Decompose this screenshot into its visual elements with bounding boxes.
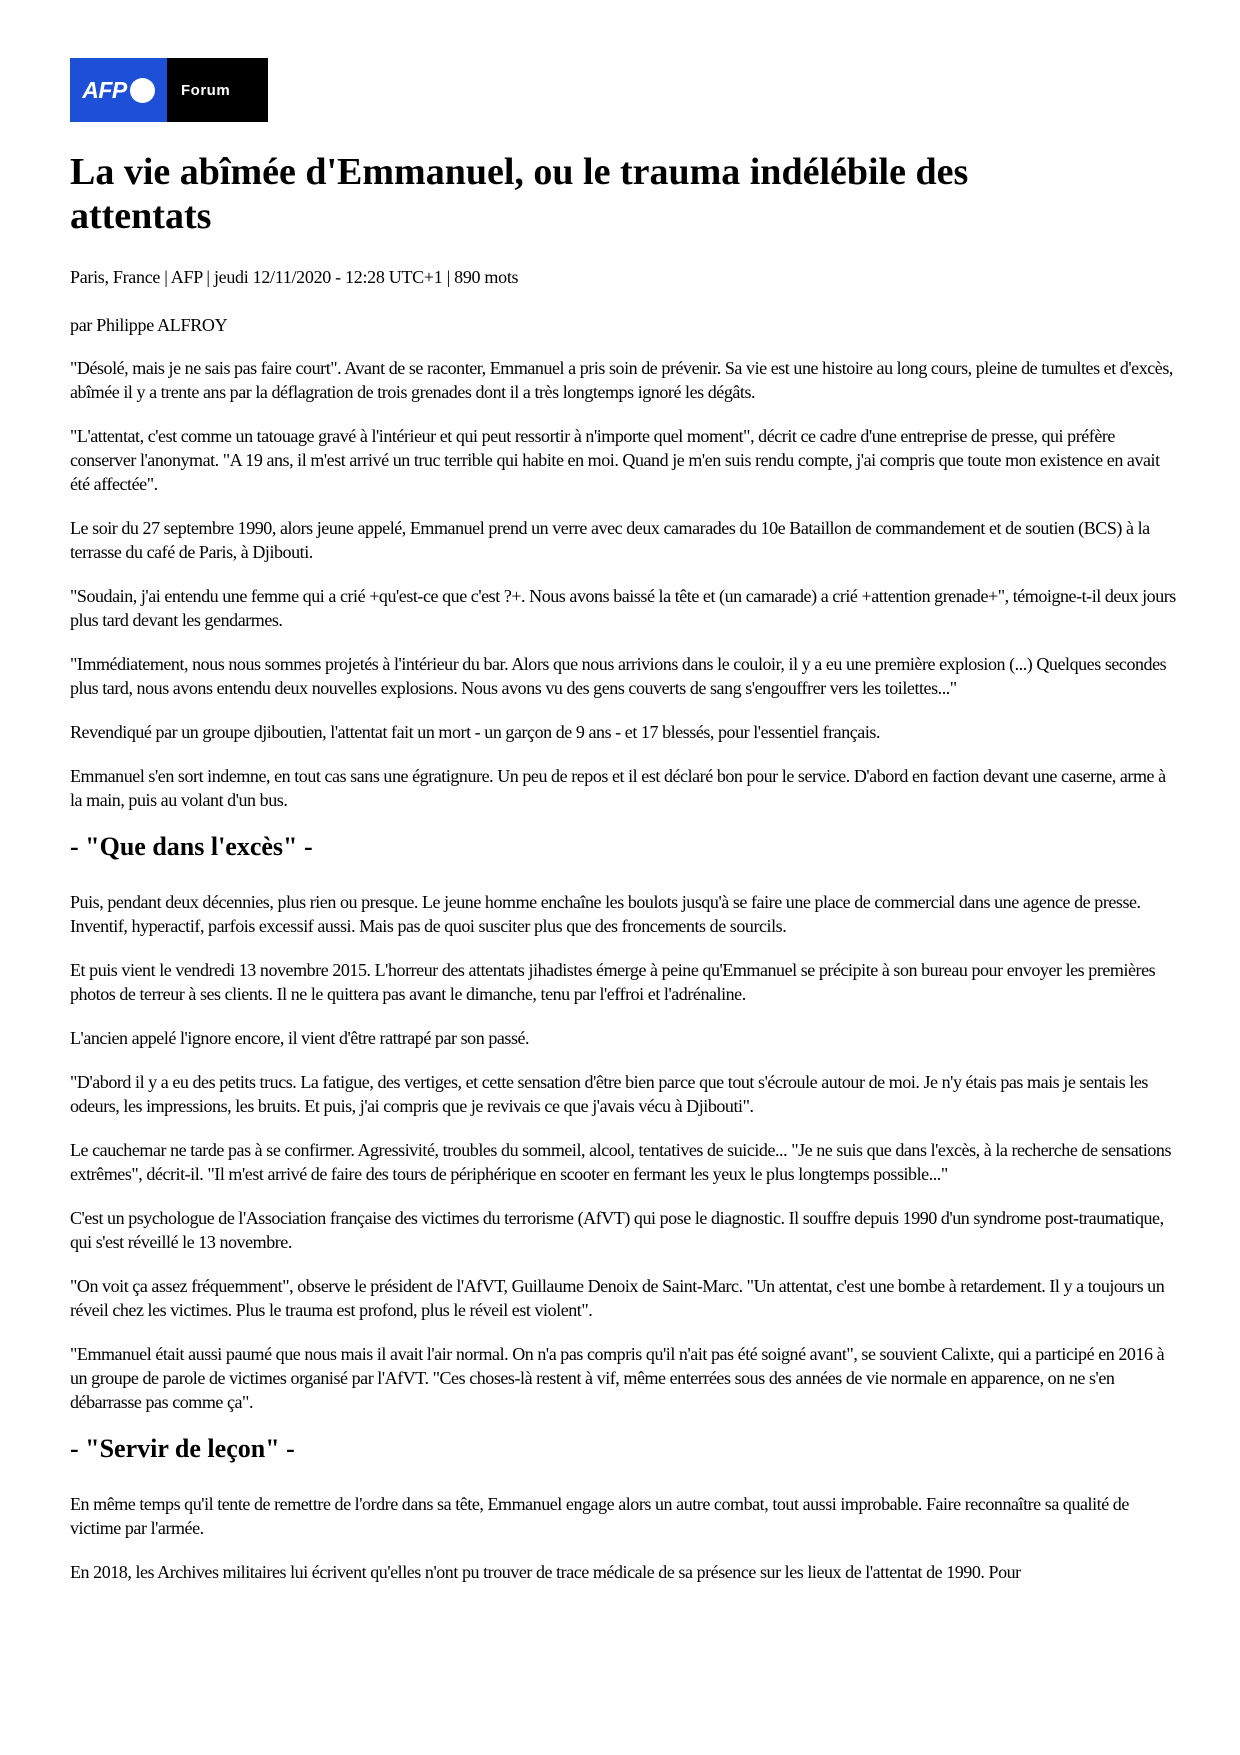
paragraph: Le cauchemar ne tarde pas à se confirmer. Agressivité, troubles du sommeil, alcool, tentatives de suicide... "Je ne suis que dans l'excès, à la recherche de sensations extrêmes", décrit-il. "Il m'est arrivé de faire des tours de périphérique en scooter en fermant les yeux le plus longtemps possible...": [70, 1140, 1172, 1184]
section-heading: - "Que dans l'excès" -: [70, 832, 313, 861]
paragraph: "Désolé, mais je ne sais pas faire court". Avant de se raconter, Emmanuel a pris soin de prévenir. Sa vie est une histoire au long cours, pleine de tumultes et d'excès, abîmée il y a trente ans par la déflagration de trois grenades dont il a très longtemps ignoré les dégâts.: [70, 358, 1173, 402]
paragraph: L'ancien appelé l'ignore encore, il vient d'être rattrapé par son passé.: [70, 1028, 530, 1048]
forum-logo: [167, 58, 268, 122]
paragraph: En même temps qu'il tente de remettre de l'ordre dans sa tête, Emmanuel engage alors un autre combat, tout aussi improbable. Faire reconnaître sa qualité de victime par l'armée.: [70, 1494, 1129, 1538]
afp-logo-text: AFP: [82, 76, 127, 103]
article-meta: Paris, France | AFP | jeudi 12/11/2020 - 12:28 UTC+1 | 890 mots: [70, 267, 519, 287]
paragraph: C'est un psychologue de l'Association française des victimes du terrorisme (AfVT) qui pose le diagnostic. Il souffre depuis 1990 d'un syndrome post-traumatique, qui s'est réveillé le 13 novembre.: [70, 1208, 1164, 1252]
paragraph: "On voit ça assez fréquemment", observe le président de l'AfVT, Guillaume Denoix de Saint-Marc. "Un attentat, c'est une bombe à retardement. Il y a toujours un réveil chez les victimes. Plus le trauma est profond, plus le réveil est violent".: [70, 1276, 1165, 1320]
paragraph: "Immédiatement, nous nous sommes projetés à l'intérieur du bar. Alors que nous arrivions dans le couloir, il y a eu une première explosion (...) Quelques secondes plus tard, nous avons entendu deux nouvelles explosions. Nous avons vu des gens couverts de sang s'engouffrer vers les toilettes...": [70, 654, 1167, 698]
paragraph: "Emmanuel était aussi paumé que nous mais il avait l'air normal. On n'a pas compris qu'il n'ait pas été soigné avant", se souvient Calixte, qui a participé en 2016 à un groupe de parole de victimes organisé par l'AfVT. "Ces choses-là restent à vif, même enterrées sous des années de vie normale en apparence, on ne s'en débarrasse pas comme ça".: [70, 1344, 1165, 1412]
paragraph: "Soudain, j'ai entendu une femme qui a crié +qu'est-ce que c'est ?+. Nous avons baissé la tête et (un camarade) a crié +attention grenade+", témoigne-t-il deux jours plus tard devant les gendarmes.: [70, 586, 1176, 630]
paragraph: Le soir du 27 septembre 1990, alors jeune appelé, Emmanuel prend un verre avec deux camarades du 10e Bataillon de commandement et de soutien (BCS) à la terrasse du café de Paris, à Djibouti.: [70, 518, 1150, 562]
article-byline: par Philippe ALFROY: [70, 315, 228, 335]
document-page: [70, 58, 1180, 1582]
article-title: La vie abîmée d'Emmanuel, ou le trauma indélébile des attentats: [70, 151, 969, 237]
paragraph: "D'abord il y a eu des petits trucs. La fatigue, des vertiges, et cette sensation d'être bien parce que tout s'écroule autour de moi. Je n'y étais pas mais je sentais les odeurs, les impressions, les bruits. Et puis, j'ai compris que je revivais ce que j'avais vécu à Djibouti".: [70, 1072, 1148, 1116]
article-body: [70, 356, 1180, 1604]
paragraph: "L'attentat, c'est comme un tatouage gravé à l'intérieur et qui peut ressortir à n'importe quel moment", décrit ce cadre d'une entreprise de presse, qui préfère conserver l'anonymat. "A 19 ans, il m'est arrivé un truc terrible qui habite en moi. Quand je m'en suis rendu compte, j'ai compris que toute mon existence en avait été affectée".: [70, 426, 1160, 494]
paragraph: Puis, pendant deux décennies, plus rien ou presque. Le jeune homme enchaîne les boulots jusqu'à se faire une place de commercial dans une agence de presse. Inventif, hyperactif, parfois excessif aussi. Mais pas de quoi susciter plus que des froncements de sourcils.: [70, 892, 1141, 936]
forum-logo-text: Forum: [181, 81, 231, 99]
paragraph: En 2018, les Archives militaires lui écrivent qu'elles n'ont pu trouver de trace médicale de sa présence sur les lieux de l'attentat de 1990. Pour: [70, 1562, 1021, 1582]
paragraph: Revendiqué par un groupe djiboutien, l'attentat fait un mort - un garçon de 9 ans - et 17 blessés, pour l'essentiel français.: [70, 722, 880, 742]
paragraph: Emmanuel s'en sort indemne, en tout cas sans une égratignure. Un peu de repos et il est déclaré bon pour le service. D'abord en faction devant une caserne, arme à la main, puis au volant d'un bus.: [70, 766, 1166, 810]
section-heading: - "Servir de leçon" -: [70, 1434, 295, 1463]
afp-forum-logo: [70, 58, 268, 122]
paragraph: Et puis vient le vendredi 13 novembre 2015. L'horreur des attentats jihadistes émerge à peine qu'Emmanuel se précipite à son bureau pour envoyer les premières photos de terreur à ses clients. Il ne le quittera pas avant le dimanche, tenu par l'effroi et l'adrénaline.: [70, 960, 1156, 1004]
afp-logo: [70, 58, 167, 122]
afp-logo-dot-icon: [130, 78, 155, 103]
